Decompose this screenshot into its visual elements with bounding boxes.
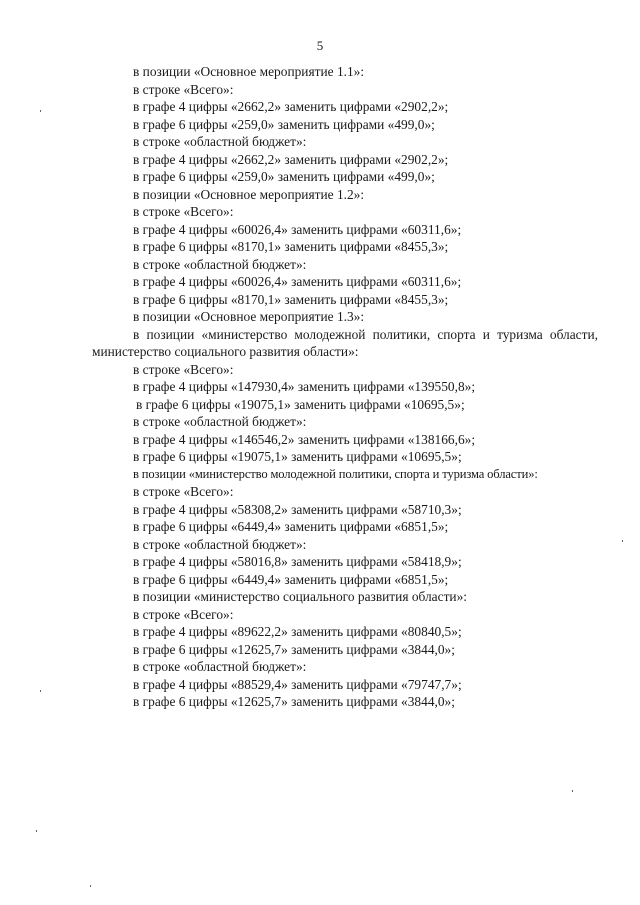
text-line: в графе 4 цифры «89622,2» заменить цифрами «80840,5»;: [133, 624, 462, 639]
text-line: в графе 4 цифры «147930,4» заменить цифрами «139550,8»;: [133, 379, 476, 394]
text-line: в строке «областной бюджет»:: [133, 414, 307, 429]
text-line: в строке «Всего»:: [133, 204, 234, 219]
text-line: в графе 4 цифры «58016,8» заменить цифрами «58418,9»;: [133, 554, 462, 569]
text-line: в графе 6 цифры «19075,1» заменить цифрами «10695,5»;: [133, 449, 462, 464]
scan-speck: [40, 110, 41, 112]
text-line: в строке «Всего»:: [133, 81, 234, 97]
text-line: в графе 6 цифры «6449,4» заменить цифрами «6851,5»;: [133, 519, 449, 534]
scan-speck: [572, 790, 573, 792]
scan-speck: [40, 690, 41, 692]
text-line: в строке «Всего»:: [133, 361, 234, 377]
amendment-text: [92, 63, 598, 711]
text-line: в строке «Всего»:: [133, 606, 234, 622]
text-line: в графе 4 цифры «2662,2» заменить цифрами «2902,2»;: [133, 99, 449, 114]
text-line: в графе 6 цифры «19075,1» заменить цифрами «10695,5»;: [136, 396, 465, 412]
paragraph-text: в позиции «министерство молодежной политики, спорта и туризма области, министерство социального развития области»:: [92, 326, 598, 359]
scan-speck: [90, 885, 91, 887]
text-line: в строке «областной бюджет»:: [133, 134, 307, 149]
text-line: в строке «областной бюджет»:: [133, 536, 307, 552]
text-line: в графе 6 цифры «12625,7» заменить цифрами «3844,0»;: [133, 641, 455, 657]
text-line: в строке «областной бюджет»:: [133, 256, 307, 272]
text-line: в графе 4 цифры «60026,4» заменить цифрами «60311,6»;: [133, 221, 462, 237]
text-line: в позиции «Основное мероприятие 1.1»:: [133, 64, 365, 79]
text-line: в графе 6 цифры «259,0» заменить цифрами «499,0»;: [133, 169, 435, 184]
text-line: в позиции «Основное мероприятие 1.3»:: [133, 309, 365, 324]
text-line: в графе 6 цифры «259,0» заменить цифрами «499,0»;: [133, 116, 435, 132]
text-line: в графе 6 цифры «12625,7» заменить цифрами «3844,0»;: [133, 694, 455, 709]
text-line: в графе 4 цифры «88529,4» заменить цифрами «79747,7»;: [133, 676, 462, 692]
text-line: в графе 6 цифры «8170,1» заменить цифрами «8455,3»;: [133, 239, 449, 254]
text-line: в графе 6 цифры «8170,1» заменить цифрами «8455,3»;: [133, 291, 449, 307]
page-number: 5: [316, 38, 324, 53]
text-paragraph: [92, 326, 598, 361]
scan-speck: [36, 830, 37, 832]
text-line: в позиции «Основное мероприятие 1.2»:: [133, 186, 365, 202]
text-line: в графе 4 цифры «146546,2» заменить цифрами «138166,6»;: [133, 431, 476, 447]
text-line: в позиции «министерство молодежной политики, спорта и туризма области»:: [133, 466, 538, 481]
scan-speck: [622, 540, 623, 542]
text-line: в графе 6 цифры «6449,4» заменить цифрами «6851,5»;: [133, 571, 449, 587]
text-line: в графе 4 цифры «2662,2» заменить цифрами «2902,2»;: [133, 151, 449, 167]
text-line: в позиции «министерство социального развития области»:: [133, 589, 468, 604]
text-line: в графе 4 цифры «60026,4» заменить цифрами «60311,6»;: [133, 274, 462, 289]
text-line: в графе 4 цифры «58308,2» заменить цифрами «58710,3»;: [133, 501, 462, 517]
text-line: в строке «Всего»:: [133, 484, 234, 499]
text-line: в строке «областной бюджет»:: [133, 659, 307, 674]
